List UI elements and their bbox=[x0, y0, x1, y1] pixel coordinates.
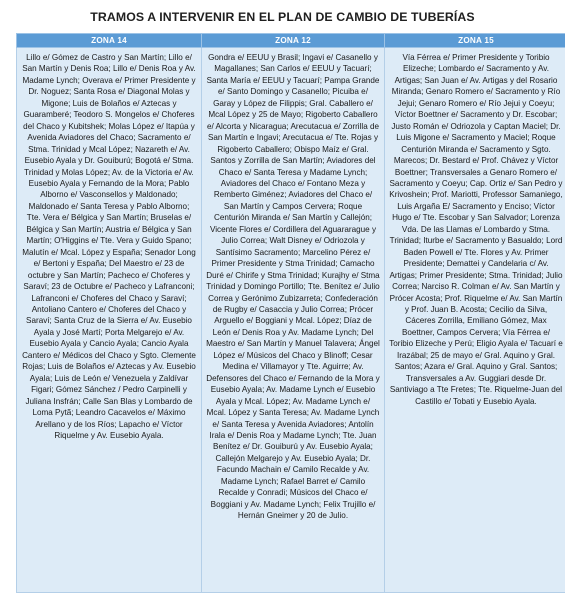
table-row bbox=[17, 48, 565, 593]
table-header-row bbox=[17, 34, 565, 48]
zona-15-streets: Vía Férrea e/ Primer Presidente y Toribio Elizeche; Lombardo e/ Sacramento y Av. Artigas; San Juan e/ Av. Artigas y del Rosario Miranda; Genaro Romero e/ Sacramento y Río Jejui; Genaro Romero e/ Río Jejui y Coeyu; Víctor Boettner e/ Sacramento y Dr. Escobar; Justo Román e/ Odriozola y Captan Maciel; Dr. Luis Migone e/ Sacramento y Maciel; Roque Centurión Miranda e/ Sacramento y Sgto. Marecos; Dr. Bestard e/ Prof. Chávez y Víctor Boettner; Transversales a Genaro Romero e/ Sacramento y Coeyu; Cap. Ortiz e/ San Pedro y Krivoshein; Prof. Mariotti, Professor Samaniego, Luis Argaña E/ Sacramento y Enciso; Víctor Hugo e/ Tte. Escobar y San Salvador; Lorenza Vda. De las Llamas e/ Lombardo y Stma. Trinidad; Iturbe e/ Sacramento y Basualdo; Lord Baden Powell e/ Tte. Flores y Av. Primer Presidente; Demattei y Candelaria c/ Av. Artigas; Primer Presidente; Stma. Trinidad; Julio Correa; Narciso R. Colman e/ Av. San Martín y Prócer Acosta; Prof. Riquelme e/ Av. San Martín y Prof. Juan B. Acosta; Cecilio da Silva, Cáceres Zorrilla, Emiliano Gómez, Max Boettner, Campos Cervera; Vía Férrea e/ Toribio Elizeche y Perú; Eligio Ayala e/ Tacuarí e Irazábal; 25 de mayo e/ Gral. Aquino y Gral. Santos; Azara e/ Gral. Aquino y Gral. Santos; Transversales a Av. Guggiari desde Dr. Santiviago a Tte Fretes; Tte. Riquelme-Juan del Castillo e/ Tobati y Eusebio Ayala. bbox=[385, 48, 565, 593]
zona-14-streets: Lillo e/ Gómez de Castro y San Martín; Lillo e/ San Martín y Denis Roa; Lillo e/ Denis Roa y Av. Madame Lynch; Overava e/ Primer Presidente y Dr. Noguez; Santa Rosa e/ Diagonal Molas y Migone; Luis de Bolaños e/ Aztecas y Guaramberé; Teodoro S. Mongelos e/ Choferes del Chaco y Kubitshek; Molas López e/ Itapúa y Avenida Aviadores del Chaco; Sacramento e/ Stma. Trinidad y Mcal López; Nazareth e/ Av. Eusebio Ayala y Dr. Gouiburú; Bogotá e/ Stma. Trinidad y Molas López; Av. de la Victoria e/ Av. Eusebio Ayala y Fernando de la Mora; Pablo Alborno e/ Vasconsellos y Maldonado; Maldonado e/ Santa Teresa y Pablo Alborno; Tte. Vera e/ Bélgica y San Martín; Bruselas e/ Bélgica y San Martín; Austria e/ Bélgica y San Martín; O'Higgins e/ Tte. Vera y Guido Spano; Malutín e/ Mcal. López y España; Senador Long e/ Bertoni y España; Del Maestro e/ 23 de octubre y San Martín; Pacheco e/ Choferes y Saraví; 23 de Octubre e/ Pacheco y Lafranconi; Lafranconi e/ Choferes del Chaco y Saraví; Antoliano Cantero e/ Choferes del Chaco y Saraví; Santa Cruz de la Sierra e/ Av. Eusebio Ayala y José Martí; Porta Melgarejo e/ Av. Eusebio Ayala y Cancio Ayala; Cancio Ayala Cantero e/ Médicos del Chaco y Sgto. Clemente Rojas; Luis de Bolaños e/ Aztecas y Av. Eusebio Ayala; Luis de León e/ Venezuela y Zaldívar Figari; Gómez Sánchez / Pedro Carpinelli y Juliana Insfrán; Calle San Blas y Lombardo de Loma Pytã; Leandro Cacavelos e/ Máximo Arellano y de los Ríos; Lapacho e/ Víctor Riquelme y Av. Eusebio Ayala. bbox=[17, 48, 202, 593]
column-header-zona-12: ZONA 12 bbox=[202, 34, 385, 48]
column-header-zona-15: ZONA 15 bbox=[385, 34, 565, 48]
page-title: TRAMOS A INTERVENIR EN EL PLAN DE CAMBIO DE TUBERÍAS bbox=[90, 10, 475, 24]
zona-12-streets: Gondra e/ EEUU y Brasil; Ingavi e/ Casanello y Magallanes; San Carlos e/ EEUU y Tacuarí; Santa María e/ EEUU y Tacuarí; Pampa Grande e/ Santo Domingo y Casanello; Picuiba e/ Garay y López de Filippis; Gral. Caballero e/ Mcal López y 25 de Mayo; Rigoberto Caballero e/ Alcorta y Nicaragua; Arecutacua e/ Zorrilla de San Martín e Ingavi; Arecutacua e/ Tte. Rojas y Rigoberto Caballero; Obispo Maíz e/ Gral. Santos y Zorrilla de San Martín; Aviadores del Chaco e/ Santa Teresa y Madame Lynch; Aviadores del Chaco e/ Fontano Meza y Remberto Giménez; Aviadores del Chaco e/ San Martín y Campos Cervera; Roque Centurión Miranda e/ San Martín y Callejón; Vicente Flores e/ Cordillera del Aguararague y Julio Correa; Walt Disney e/ Odriozola y Santísimo Sacramento; Marcelino Pérez e/ Primer Presidente y Stma Trinidad; Camacho Duré e/ Chirife y Stma Trinidad; Kurajhy e/ Stma Trinidad y Domingo Portillo; Tte. Benítez e/ Julio Correa y Gerónimo Zubizarreta; Confederación de Rugby e/ Casaccia y Julio Correa; Prócer Arguello e/ Boggiani y Mcal. López; Díaz de León e/ Denis Roa y Av. Madame Lynch; Del Maestro e/ San Martín y Manuel Talavera; Ángel López e/ Músicos del Chaco y Blinoff; Cesar Medina e/ Villamayor y Tte. Aguirre; Av. Defensores del Chaco e/ Fernando de la Mora y Eusebio Ayala; Av. Madame Lynch e/ Eusebio Ayala y Mcal. López; Av. Madame Lynch e/ Mcal. López y Santa Teresa; Av. Madame Lynch e/ Santa Teresa y Avenida Aviadores; Antolín Irala e/ Denis Roa y Madame Lynch; Tte. Juan Benítez e/ Dr. Gouiburú y Av. Eusebio Ayala; Callejón Melgarejo y Av. Eusebio Ayala; Dr. Facundo Machain e/ Camilo Recalde y Av. Madame Lynch; Rafael Barret e/ Camilo Recalde y Conradi; Músicos del Chaco e/ Boggiani y Av. Madame Lynch; Felix Trujillo e/ Hernán Gneimer y 20 de Julio. bbox=[202, 48, 385, 593]
zones-table bbox=[16, 33, 565, 593]
column-header-zona-14: ZONA 14 bbox=[17, 34, 202, 48]
